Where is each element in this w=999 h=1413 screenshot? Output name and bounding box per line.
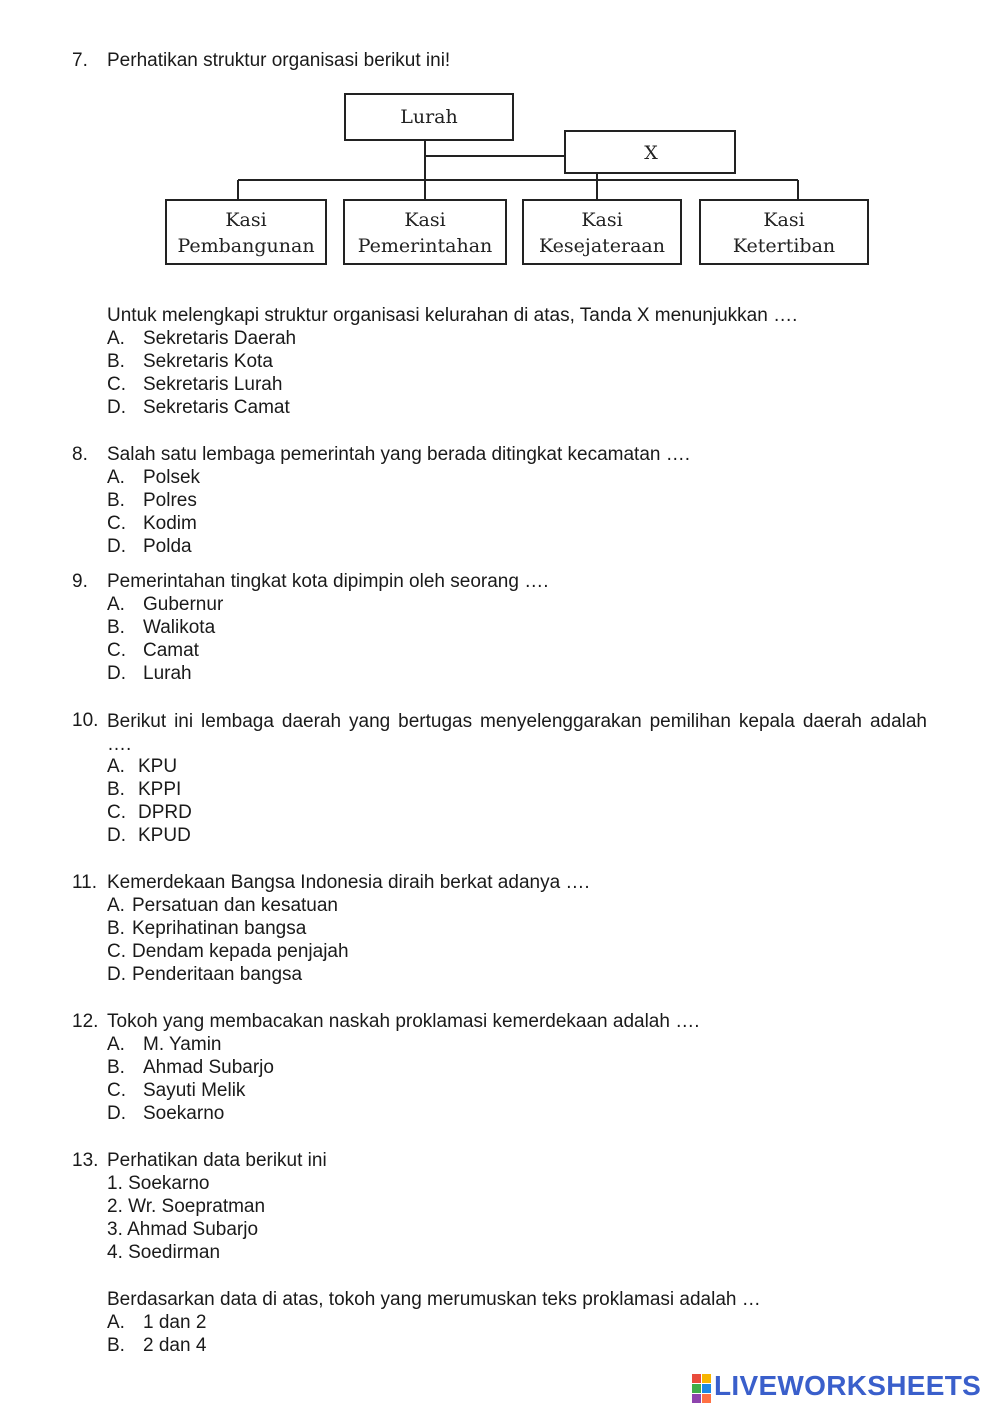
q9-stem: Pemerintahan tingkat kota dipimpin oleh seorang …. — [107, 571, 549, 592]
q13-data-item-1: 1. Soekarno — [107, 1173, 210, 1194]
q13-option-a-text[interactable]: 1 dan 2 — [143, 1312, 207, 1333]
q13-option-a-letter: A. — [107, 1312, 125, 1333]
q13-number: 13. — [72, 1150, 99, 1171]
liveworksheets-logo-icon — [692, 1372, 712, 1404]
q12-option-a-letter: A. — [107, 1034, 125, 1055]
q7-option-c-letter: C. — [107, 374, 126, 395]
q8-number: 8. — [72, 444, 88, 465]
q11-option-b-letter: B. — [107, 918, 125, 939]
q8-stem: Salah satu lembaga pemerintah yang berada ditingkat kecamatan …. — [107, 444, 691, 465]
q10-option-b-text[interactable]: KPPI — [138, 779, 182, 800]
q11-option-c-text[interactable]: Dendam kepada penjajah — [132, 941, 349, 962]
q12-number: 12. — [72, 1011, 99, 1032]
q8-option-c-letter: C. — [107, 513, 126, 534]
chart-label-child-2-line2: Pemerintahan — [357, 235, 493, 257]
q11-option-d-letter: D. — [107, 964, 126, 985]
q8-option-a-text[interactable]: Polsek — [143, 467, 201, 488]
q13-option-b-letter: B. — [107, 1335, 125, 1356]
q12-option-d-text[interactable]: Soekarno — [143, 1103, 225, 1124]
chart-label-child-3-line1: Kasi — [581, 209, 623, 231]
q9-option-d-text[interactable]: Lurah — [143, 663, 192, 684]
q11-stem: Kemerdekaan Bangsa Indonesia diraih berkat adanya …. — [107, 872, 590, 893]
q11-option-a-letter: A. — [107, 895, 125, 916]
q10-option-a-letter: A. — [107, 756, 125, 777]
q9-option-c-text[interactable]: Camat — [143, 640, 199, 661]
chart-label-child-4-line2: Ketertiban — [732, 235, 836, 257]
chart-label-child-1-line1: Kasi — [225, 209, 267, 231]
q7-option-d-text[interactable]: Sekretaris Camat — [143, 397, 290, 418]
q12-option-c-letter: C. — [107, 1080, 126, 1101]
q9-option-a-text[interactable]: Gubernur — [143, 594, 224, 615]
q9-option-a-letter: A. — [107, 594, 125, 615]
q10-option-b-letter: B. — [107, 779, 125, 800]
chart-label-child-4-line1: Kasi — [763, 209, 805, 231]
chart-label-child-3-line2: Kesejateraan — [539, 235, 665, 257]
q10-option-a-text[interactable]: KPU — [138, 756, 178, 777]
q10-option-d-text[interactable]: KPUD — [138, 825, 191, 846]
q7-option-b-text[interactable]: Sekretaris Kota — [143, 351, 273, 372]
q7-option-a-letter: A. — [107, 328, 125, 349]
q7-number: 7. — [72, 50, 88, 71]
q9-option-b-letter: B. — [107, 617, 125, 638]
org-chart — [160, 88, 880, 273]
q13-question: Berdasarkan data di atas, tokoh yang merumuskan teks proklamasi adalah … — [107, 1289, 761, 1310]
q13-data-item-2: 2. Wr. Soepratman — [107, 1196, 266, 1217]
chart-label-x: X — [644, 142, 658, 164]
q8-option-b-text[interactable]: Polres — [143, 490, 197, 511]
q10-option-c-letter: C. — [107, 802, 126, 823]
q7-option-b-letter: B. — [107, 351, 125, 372]
q10-stem: Berikut ini lembaga daerah yang bertugas menyelenggarakan pemilihan kepala daerah adalah …. — [107, 711, 927, 755]
q11-option-c-letter: C. — [107, 941, 126, 962]
q12-option-b-letter: B. — [107, 1057, 125, 1078]
q11-number: 11. — [72, 872, 98, 893]
q8-option-d-text[interactable]: Polda — [143, 536, 192, 557]
q12-option-a-text[interactable]: M. Yamin — [143, 1034, 222, 1055]
q9-option-d-letter: D. — [107, 663, 126, 684]
q7-option-c-text[interactable]: Sekretaris Lurah — [143, 374, 283, 395]
chart-label-child-1-line2: Pembangunan — [177, 235, 315, 257]
q13-stem: Perhatikan data berikut ini — [107, 1150, 327, 1171]
q7-option-d-letter: D. — [107, 397, 126, 418]
q8-option-d-letter: D. — [107, 536, 126, 557]
q12-option-d-letter: D. — [107, 1103, 126, 1124]
q10-option-c-text[interactable]: DPRD — [138, 802, 192, 823]
q11-option-a-text[interactable]: Persatuan dan kesatuan — [132, 895, 338, 916]
q8-option-c-text[interactable]: Kodim — [143, 513, 197, 534]
q7-stem: Perhatikan struktur organisasi berikut ini! — [107, 50, 451, 71]
q9-option-c-letter: C. — [107, 640, 126, 661]
q7-option-a-text[interactable]: Sekretaris Daerah — [143, 328, 297, 349]
q11-option-b-text[interactable]: Keprihatinan bangsa — [132, 918, 307, 939]
liveworksheets-brand: LIVEWORKSHEETS — [714, 1370, 982, 1401]
q8-option-a-letter: A. — [107, 467, 125, 488]
q13-data-item-4: 4. Soedirman — [107, 1242, 221, 1263]
q11-option-d-text[interactable]: Penderitaan bangsa — [132, 964, 303, 985]
q13-data-item-3: 3. Ahmad Subarjo — [107, 1219, 259, 1240]
q12-option-c-text[interactable]: Sayuti Melik — [143, 1080, 246, 1101]
q10-number: 10. — [72, 710, 99, 731]
q9-number: 9. — [72, 571, 88, 592]
q10-option-d-letter: D. — [107, 825, 126, 846]
chart-label-child-2-line1: Kasi — [404, 209, 446, 231]
chart-label-lurah: Lurah — [400, 106, 458, 128]
q12-option-b-text[interactable]: Ahmad Subarjo — [143, 1057, 274, 1078]
q8-option-b-letter: B. — [107, 490, 125, 511]
q13-option-b-text[interactable]: 2 dan 4 — [143, 1335, 207, 1356]
q9-option-b-text[interactable]: Walikota — [143, 617, 216, 638]
q12-stem: Tokoh yang membacakan naskah proklamasi kemerdekaan adalah …. — [107, 1011, 700, 1032]
q7-question: Untuk melengkapi struktur organisasi kelurahan di atas, Tanda X menunjukkan …. — [107, 305, 798, 326]
